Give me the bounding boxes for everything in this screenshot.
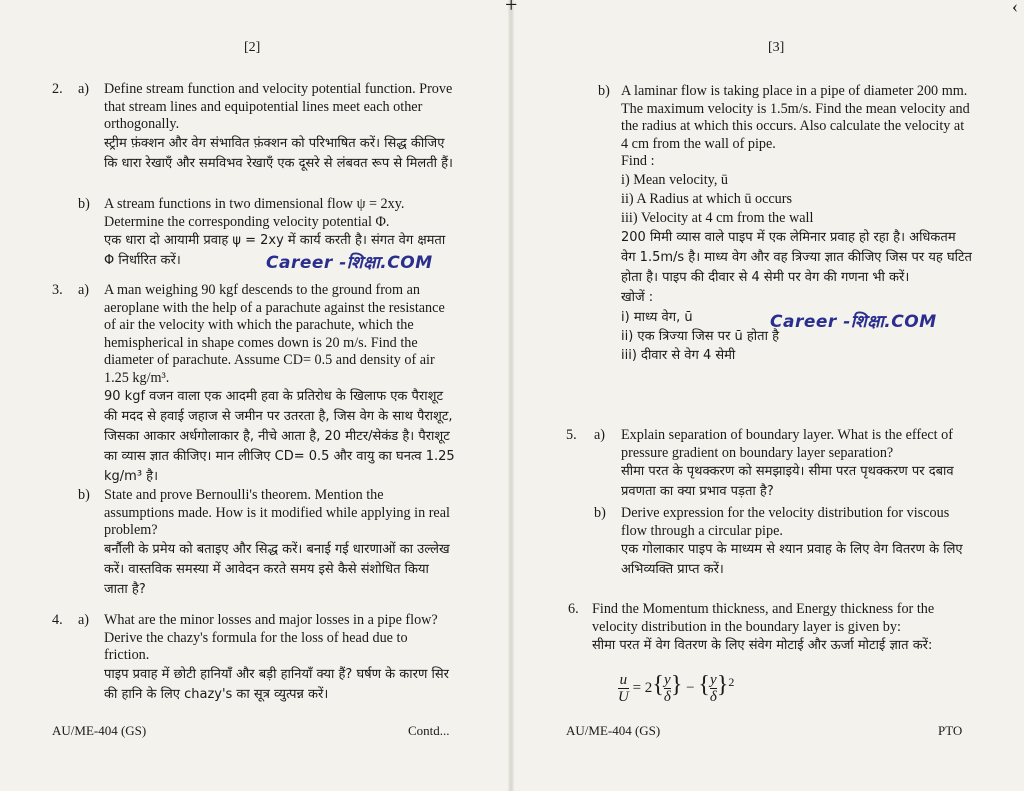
question-number: 3. [52,282,63,298]
left-page [0,0,508,791]
question-3b [104,487,456,600]
page-number: [2] [244,40,261,55]
footer-code: AU/ME-404 (GS) [566,723,661,738]
part-label: a) [78,612,90,628]
crop-mark: + [505,0,518,17]
question-text-hi: सीमा परत में वेग वितरण के लिए संवेग मोटाई और ऊर्जा मोटाई ज्ञात करें: [592,638,933,653]
question-text-hi: एक धारा दो आयामी प्रवाह ψ = 2xy में कार्य करती है। संगत वेग क्षमता Φ निर्धारित करें। [104,233,446,268]
question-text-hi: बर्नौली के प्रमेय को बताइए और सिद्ध करें। बनाई गई धारणाओं का उल्लेख करें। वास्तविक समस्या में आवेदन करते समय इसे कैसे संशोधित किया जाता है? [104,541,450,597]
question-2a [104,81,456,174]
part-label: b) [598,83,610,99]
footer-pto: PTO [938,723,963,738]
right-page [514,0,1024,791]
question-3a [104,282,456,487]
fraction-y-over-delta: $\frac{y}{\delta}$ [663,672,671,706]
page-number: [3] [768,40,785,55]
fraction-u-over-U: $\frac{u}{U}$ [618,672,629,706]
question-text-en: Explain separation of boundary layer. What is the effect of pressure gradient on boundary layer separation? [621,427,953,461]
corner-mark: ‹ [1012,0,1018,16]
question-5a [621,427,973,502]
question-text-en: A stream functions in two dimensional flow ψ = 2xy. Determine the corresponding velocity potential Φ. [104,196,405,230]
question-number: 2. [52,81,63,97]
question-text-en: Define stream function and velocity potential function. Prove that stream lines and equipotential lines meet each other orthogonally. [104,81,453,132]
part-label: a) [594,427,606,443]
question-text-en: A laminar flow is taking place in a pipe of diameter 200 mm. The maximum velocity is 1.5m/s. Find the mean velocity and the radius at which this occurs. Also calculate the velocity at 4 cm from the wall of pipe. [621,83,970,152]
watermark: Career -शिक्षा.COM [770,312,937,332]
find-label-hi: खोजें : [621,289,654,305]
question-text-en: What are the minor losses and major losses in a pipe flow? Derive the chazy's formula for the loss of head due to friction. [104,612,438,663]
part-label: a) [78,81,90,97]
question-text-hi: सीमा परत के पृथक्करण को समझाइये। सीमा परत पृथक्करण पर दबाव प्रवणता का क्या प्रभाव पड़ता है? [621,464,954,499]
find-list-en [621,171,973,228]
part-label: b) [78,487,90,503]
list-item: ii) A Radius at which ū occurs [621,190,793,207]
part-label: b) [594,505,606,521]
part-label: a) [78,282,90,298]
fraction-y-over-delta: $\frac{y}{\delta}$ [709,672,717,706]
question-text-hi: स्ट्रीम फ़ंक्शन और वेग संभावित फ़ंक्शन को परिभाषित करें। सिद्ध कीजिए कि धारा रेखाएँ और समविभव रेखाएँ एक दूसरे से लंबवत रूप से मिलती हैं। [104,135,453,171]
footer-code: AU/ME-404 (GS) [52,723,147,738]
question-number: 6. [568,601,579,617]
question-text-hi: 90 kgf वजन वाला एक आदमी हवा के प्रतिरोध के खिलाफ एक पैराशूट की मदद से हवाई जहाज से जमीन पर उतरता है, जिस वेग के साथ पैराशूट, जिसका आकार अर्धगोलाकार है, नीचे आता है, 20 मीटर/सेकंड है। पैराशूट का व्यास ज्ञात कीजिए। मान लीजिए CD= 0.5 और वायु का घनत्व 1.25 kg/m³ है। [104,389,455,484]
question-text-en: Find the Momentum thickness, and Energy thickness for the velocity distribution in the boundary layer is given by: [592,601,935,635]
question-text-en: Derive expression for the velocity distribution for viscous flow through a circular pipe. [621,505,950,539]
question-number: 4. [52,612,63,628]
question-text-hi: पाइप प्रवाह में छोटी हानियाँ और बड़ी हानियाँ क्या हैं? घर्षण के कारण सिर की हानि के लिए chazy's का सूत्र व्युत्पन्न करें। [104,666,449,702]
list-item: iii) Velocity at 4 cm from the wall [621,209,814,226]
footer-contd: Contd... [408,723,450,738]
question-text-en: A man weighing 90 kgf descends to the ground from an aeroplane with the help of a parachute against the resistance of air the velocity with which the parachute, which the hemispherical in shape comes down is 20 m/s. Find the diameter of parachute. Assume CD= 0.5 and density of air 1.25 kg/m³. [104,282,445,386]
question-number: 5. [566,427,577,443]
watermark: Career -शिक्षा.COM [266,253,433,273]
list-item: i) माध्य वेग, ū [621,309,693,325]
question-6 [592,601,974,656]
part-label: b) [78,196,90,212]
question-text-en: State and prove Bernoulli's theorem. Mention the assumptions made. How is it modified while applying in real problem? [104,487,450,538]
velocity-profile-formula: $\frac{u}{U}$ = 2{ $\frac{y}{\delta}$ } − { $\frac{y}{\delta}$ }$^2$ [618,672,735,706]
question-4a [104,612,456,705]
question-text-hi: 200 मिमी व्यास वाले पाइप में एक लेमिनार प्रवाह हो रहा है। अधिकतम वेग 1.5m/s है। माध्य वेग और वह त्रिज्या ज्ञात कीजिए जिस पर यह घटित होता है। पाइप की दीवार से 4 सेमी पर वेग की गणना भी करें। [621,229,972,285]
find-label: Find : [621,153,655,169]
list-item: iii) दीवार से वेग 4 सेमी [621,347,736,363]
question-5b [621,505,973,580]
list-item: i) Mean velocity, ū [621,171,729,188]
list-item: ii) एक त्रिज्या जिस पर ū होता है [621,328,779,344]
question-text-hi: एक गोलाकार पाइप के माध्यम से श्यान प्रवाह के लिए वेग वितरण के लिए अभिव्यक्ति प्राप्त करें। [621,542,963,577]
